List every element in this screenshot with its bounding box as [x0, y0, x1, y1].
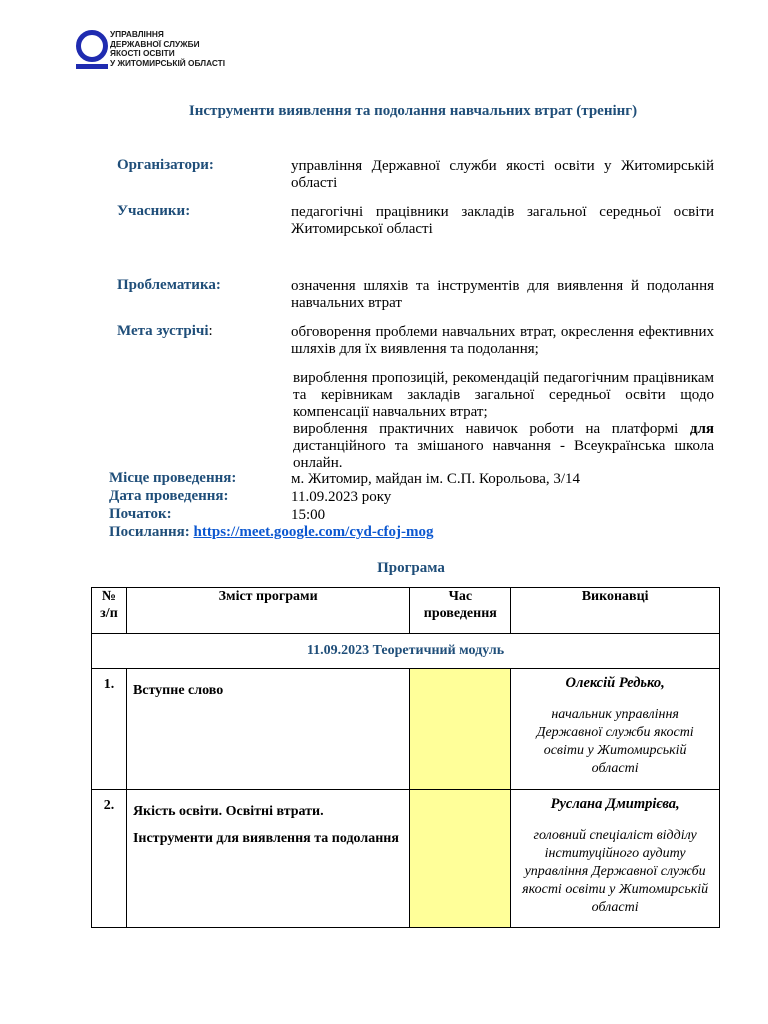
row-time [410, 790, 511, 928]
row-content-line: Інструменти для виявлення та подолання [132, 831, 399, 846]
table-row [92, 790, 720, 928]
logo-line: УПРАВЛІННЯ [110, 29, 164, 39]
header-time-line1: Час [448, 589, 473, 604]
row-num: 1. [92, 669, 127, 790]
goal-label [117, 323, 213, 340]
place-value: м. Житомир, майдан ім. С.П. Корольова, 3/14 [291, 471, 581, 487]
problem-value: означення шляхів та інструментів для виявлення й подолання навчальних втрат [291, 278, 714, 311]
program-title: Програма [377, 560, 445, 576]
row-performer [511, 790, 720, 928]
goal-value-2a: вироблення пропозицій, рекомендацій педагогічним працівникам та керівникам закладів загальної середньої освіти щодо компенсації навчальних втрат; [293, 370, 714, 420]
logo-line: ЯКОСТІ ОСВІТИ [110, 48, 175, 58]
module-title: 11.09.2023 Теоретичний модуль [92, 634, 720, 669]
performer-role: начальник управління Державної служби якості освіти у Житомирській області [536, 707, 694, 776]
goal-label-colon: : [208, 323, 213, 339]
row-content [126, 790, 409, 928]
goal-value-2b-post: дистанційного та змішаного навчання - Всеукраїнська школа онлайн. [293, 438, 714, 471]
organizers-label: Організатори: [117, 157, 214, 173]
meet-link[interactable]: https://meet.google.com/cyd-cfoj-mog [193, 524, 434, 540]
page-title: Інструменти виявлення та подолання навчальних втрат (тренінг) [188, 103, 638, 119]
header-performers: Виконавці [511, 588, 720, 634]
performer-name: Олексій Редько, [565, 675, 665, 691]
header-content: Зміст програми [126, 588, 409, 634]
header-time-line2: проведення [423, 606, 497, 621]
program-table [91, 587, 720, 928]
row-content-line: Вступне слово [132, 683, 224, 698]
header-num [92, 588, 127, 634]
goal-value-1: обговорення проблеми навчальних втрат, окреслення ефективних шляхів для їх виявлення та подолання; [291, 324, 714, 357]
module-row [92, 634, 720, 669]
row-content [126, 669, 409, 790]
logo-line: У ЖИТОМИРСЬКІЙ ОБЛАСТІ [110, 57, 226, 68]
row-performer [511, 669, 720, 790]
table-row [92, 669, 720, 790]
performer-role: головний спеціаліст відділу інституційного аудиту управління Державної служби якості освіти у Житомирській області [522, 828, 709, 915]
date-label: Дата проведення: [109, 488, 229, 504]
link-label: Посилання: [109, 524, 190, 540]
goal-value-2b-pre: вироблення практичних навичок роботи на платформі [293, 421, 690, 437]
goal-value-2b-bold: для [689, 421, 714, 437]
header-time [410, 588, 511, 634]
place-label: Місце проведення: [109, 470, 237, 486]
participants-value: педагогічні працівники закладів загальної середньої освіти Житомирської області [291, 204, 714, 237]
organizers-value: управління Державної служби якості освіти у Житомирській області [291, 158, 714, 191]
goal-value-2b [293, 421, 714, 472]
logo-icon [74, 28, 108, 72]
table-header-row [92, 588, 720, 634]
start-value: 15:00 [291, 507, 326, 523]
header-num-line2: з/п [100, 606, 118, 621]
link-row [109, 524, 433, 541]
header-num-line1: № [101, 589, 116, 604]
logo [74, 28, 225, 72]
date-value: 11.09.2023 року [291, 489, 392, 505]
participants-label: Учасники: [117, 203, 191, 219]
goal-label-text: Мета зустрічі [117, 323, 209, 339]
logo-line: ДЕРЖАВНОЇ СЛУЖБИ [110, 38, 200, 49]
row-content-line: Якість освіти. Освітні втрати. [132, 804, 324, 819]
performer-name: Руслана Дмитрієва, [550, 796, 680, 812]
start-label: Початок: [109, 506, 172, 522]
row-time [410, 669, 511, 790]
problem-label: Проблематика: [117, 277, 221, 293]
row-num: 2. [92, 790, 127, 928]
logo-text [110, 30, 225, 68]
goal-value-2 [293, 370, 714, 472]
